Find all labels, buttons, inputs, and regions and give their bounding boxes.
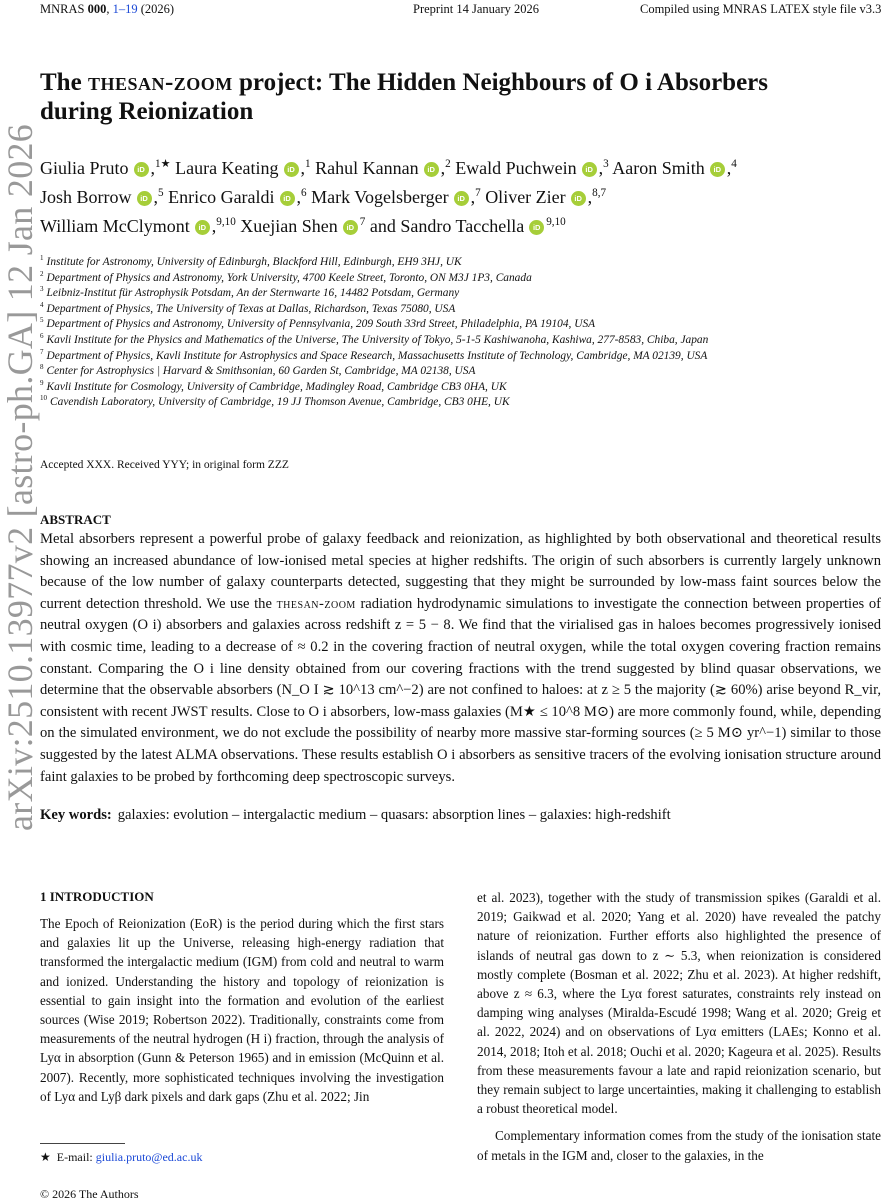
running-header-journal: MNRAS 000, 1–19 (2026) <box>40 2 175 16</box>
email-link[interactable]: giulia.pruto@ed.ac.uk <box>95 1150 203 1164</box>
arxiv-stamp[interactable]: arXiv:2510.13977v2 [astro-ph.GA] 12 Jan 2026 <box>0 123 40 831</box>
keywords-text: galaxies: evolution – intergalactic medium – quasars: absorption lines – galaxies: high-redshift <box>117 807 671 823</box>
paper-title: The thesan-zoom project: The Hidden Neighbours of O i Absorbers during Reionization <box>40 69 768 125</box>
author: Sandro Tacchella <box>400 216 525 236</box>
running-header-compiled: Compiled using MNRAS LATEX style file v3.3 <box>640 2 881 16</box>
footnote-rule <box>40 1143 125 1144</box>
affiliation: $^6$ Kavli Institute for the Physics and Mathematics of the Universe, The University of Tokyo, 5-1-5 Kashiwanoha, Kashiwa, 277-8583, Chiba, Japan <box>40 331 709 346</box>
keywords-label: Key words: <box>40 807 112 823</box>
affiliation: $^5$ Department of Physics and Astronomy, University of Pennsylvania, 209 South 33rd Street, Philadelphia, PA 19104, USA <box>40 316 596 331</box>
intro-right-column <box>477 888 881 1165</box>
author: Rahul Kannan <box>315 158 419 178</box>
author: Oliver Zier <box>485 187 566 207</box>
author: Xuejian Shen <box>240 216 338 236</box>
affiliation: $^8$ Center for Astrophysics | Harvard & Smithsonian, 60 Garden St, Cambridge, MA 02138, USA <box>40 363 476 378</box>
affiliation: $^4$ Department of Physics, The University of Texas at Dallas, Richardson, Texas 75080, USA <box>40 300 456 315</box>
orcid-icon[interactable]: iD <box>280 191 295 206</box>
intro-paragraph: Complementary information comes from the study of the ionisation state of metals in the IGM and, closer to the galaxies, in the <box>477 1128 881 1163</box>
orcid-icon[interactable]: iD <box>134 162 149 177</box>
orcid-icon[interactable]: iD <box>582 162 597 177</box>
author: Enrico Garaldi <box>168 187 275 207</box>
author: Ewald Puchwein <box>455 158 577 178</box>
affiliation: $^1$ Institute for Astronomy, University of Edinburgh, Blackford Hill, Edinburgh, EH9 3HJ, UK <box>40 254 462 268</box>
orcid-icon[interactable]: iD <box>454 191 469 206</box>
affiliation: $^3$ Leibniz-Institut für Astrophysik Potsdam, An der Sternwarte 16, 14482 Potsdam, Germany <box>40 285 460 300</box>
orcid-icon[interactable]: iD <box>529 220 544 235</box>
copyright: © 2026 The Authors <box>40 1187 139 1201</box>
accepted-dates: Accepted XXX. Received YYY; in original form ZZZ <box>40 459 289 471</box>
orcid-icon[interactable]: iD <box>343 220 358 235</box>
orcid-icon[interactable]: iD <box>424 162 439 177</box>
author: Laura Keating <box>175 158 279 178</box>
author: William McClymont <box>40 216 190 236</box>
keywords <box>40 807 881 824</box>
author: Aaron Smith <box>612 158 705 178</box>
affiliation-list <box>40 255 860 411</box>
section-heading-introduction: 1 INTRODUCTION <box>40 889 154 904</box>
orcid-icon[interactable]: iD <box>284 162 299 177</box>
pages-link[interactable]: 1–19 <box>112 2 138 16</box>
affiliation: $^7$ Department of Physics, Kavli Institute for Astrophysics and Space Research, Massachusetts Institute of Technology, Cambridge, MA 02139, USA <box>40 347 708 362</box>
orcid-icon[interactable]: iD <box>195 220 210 235</box>
author: Mark Vogelsberger <box>311 187 449 207</box>
running-header-preprint: Preprint 14 January 2026 <box>413 2 540 16</box>
intro-left-column: The Epoch of Reionization (EoR) is the period during which the first stars and galaxies lit up the Universe, releasing high-energy radiation that transformed the intergalactic medium (IGM) from cold and neutral to warm and ionized. Understanding the history and topology of reionization is essential to gain insight into the formation and evolution of the earliest sources (Wise 2019; Robertson 2022). Traditionally, constraints come from measurements of the neutral hydrogen (H i) fraction, through the analysis of Lyα in absorption (Gunn & Peterson 1965) and in emission (McQuinn et al. 2007). Recently, more sophisticated techniques involving the investigation of Lyα and Lyβ dark pixels and dark gaps (Zhu et al. 2022; Jin <box>40 916 444 1104</box>
abstract-heading: ABSTRACT <box>40 512 111 527</box>
author: Giulia Pruto <box>40 158 129 178</box>
abstract-body: Metal absorbers represent a powerful probe of galaxy feedback and reionization, as highlighted by both observational and theoretical results showing an increased abundance of low-ionised metal species at higher redshifts. The origin of such absorbers is currently largely unknown because of the low number of galaxy counterparts detected, suggesting that they might be surrounded by low-mass faint sources below the current detection threshold. We use the thesan-zoom radiation hydrodynamic simulations to investigate the connection between properties of neutral oxygen (O i) absorbers and galaxies across redshift z = 5 − 8. We find that the virialised gas in haloes becomes progressively ionised with cosmic time, leading to a decrease of ≈ 0.2 in the covering fraction of neutral oxygen, while the total oxygen covering fraction remains constant. Comparing the O i line density obtained from our covering fractions with the trend suggested by blind quasar observations, we determine that the observable absorbers (N_O I ≳ 10^13 cm^−2) are not confined to haloes: at z ≥ 5 the majority (≳ 60%) arise beyond R_vir, consistent with recent JWST results. Close to O i absorbers, low-mass galaxies (M★ ≤ 10^8 M⊙) are more commonly found, while, depending on the simulated environment, we do not exclude the possibility of nearby more massive star-forming sources (≥ 5 M⊙ yr^−1) similar to those suggested by the latest ALMA observations. These results establish O i absorbers as sensitive tracers of the evolving ionisation structure around faint galaxies to be probed by forthcoming deep spectroscopic surveys. <box>40 531 881 785</box>
author: Josh Borrow <box>40 187 132 207</box>
orcid-icon[interactable]: iD <box>571 191 586 206</box>
orcid-icon[interactable]: iD <box>710 162 725 177</box>
affiliation: $^2$ Department of Physics and Astronomy, York University, 4700 Keele Street, Toronto, ON M3J 1P3, Canada <box>40 269 532 284</box>
intro-paragraph: et al. 2023), together with the study of transmission spikes (Garaldi et al. 2019; Gaikwad et al. 2020; Yang et al. 2020) have revealed the patchy nature of reionization. Further efforts also highlighted the presence of islands of neutral gas down to z ∼ 5.3, when reionization is considered mostly complete (Bosman et al. 2022; Zhu et al. 2023). At higher redshift, above z ≈ 6.3, where the Lyα forest saturates, constraints rely instead on damping wing analyses (Miralda-Escudé 1998; Wang et al. 2020; Greig et al. 2022, 2024) and on observations of Lyα emitters (LAEs; Konno et al. 2014, 2018; Itoh et al. 2018; Ouchi et al. 2020; Kageura et al. 2025). Results from these measurements favour a late and rapid reionization scenario, but they remain subject to large uncertainties, making it challenging to establish a robust theoretical model. <box>477 890 881 1117</box>
author-list: Giulia Pruto iD ,$^{1★}$ Laura Keating iD ,$^1$ Rahul Kannan iD ,$^2$ Ewald Puchwein iD ,$^3$ Aaron Smith iD ,$^4$ Josh Borrow iD ,$^5$ Enrico Garaldi iD ,$^6$ Mark Vogelsberger iD ,$^7$ Oliver Zier iD ,$^{8,7}$ William McClymont iD ,$^{9,10}$ Xuejian Shen iD $^7$ and Sandro Tacchella iD $^{9,10}$ <box>40 158 737 236</box>
affiliation: $^{10}$ Cavendish Laboratory, University of Cambridge, 19 JJ Thomson Avenue, Cambridge, CB3 0HE, UK <box>40 394 510 409</box>
affiliation: $^9$ Kavli Institute for Cosmology, University of Cambridge, Madingley Road, Cambridge CB3 0HA, UK <box>40 378 507 393</box>
footnote-email: ★ E-mail: giulia.pruto@ed.ac.uk <box>40 1150 203 1164</box>
orcid-icon[interactable]: iD <box>137 191 152 206</box>
